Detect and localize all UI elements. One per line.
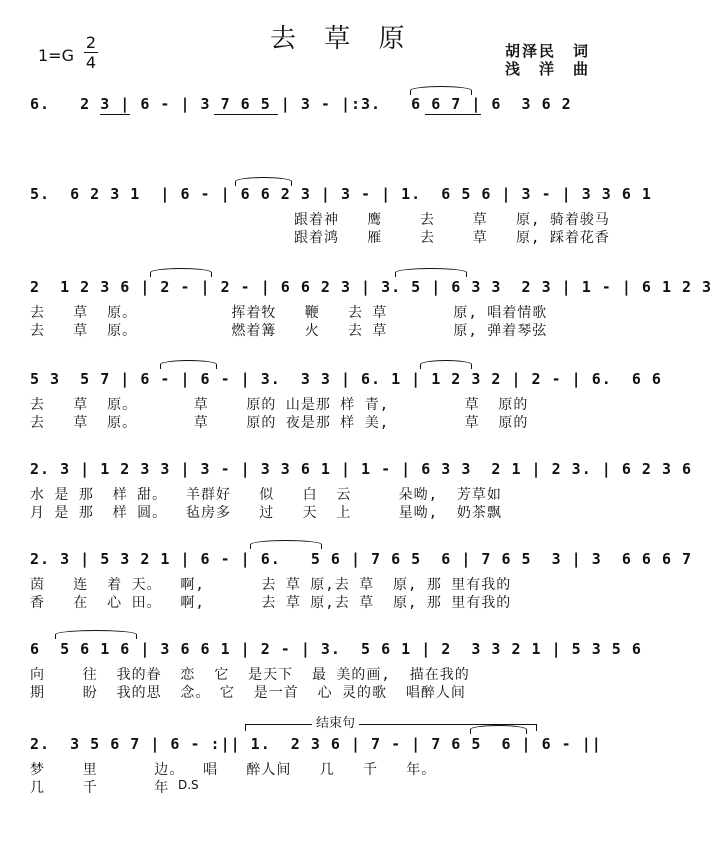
time-sig-bottom: 4 [85,53,97,72]
slur-mark [55,630,137,639]
lyric-verse-2: 去 草 原。 草 原的 夜是那 样 美, 草 原的 [30,415,529,431]
lyric-verse-1: 跟着神 鹰 去 草 原, 骑着骏马 [30,212,610,228]
lyric-verse-2: 期 盼 我的思 念。 它 是一首 心 灵的歌 唱醉人间 [30,685,466,701]
slur-mark [235,177,292,186]
notation-line: 6. 2 3 | 6 - | 3 7 6 5 | 3 - |:3. 6 6 7 | 6 3 6 2 [30,95,572,113]
beam-underline [100,114,130,115]
lyric-verse-1: 去 草 原。 挥着牧 鞭 去 草 原, 唱着情歌 [30,305,548,321]
slur-mark [470,725,527,734]
composer-credit: 浅 洋 曲 [505,60,591,78]
slur-mark [410,86,472,95]
beam-underline [425,114,481,115]
beam-underline [214,114,278,115]
notation-line: 2 1 2 3 6 | 2 - | 2 - | 6 6 2 3 | 3. 5 | 6 3 3 2 3 | 1 - | 6 1 2 3 [30,278,712,296]
notation-line: 5 3 5 7 | 6 - | 6 - | 3. 3 3 | 6. 1 | 1 2 3 2 | 2 - | 6. 6 6 [30,370,662,388]
lyricist-credit: 胡泽民 词 [505,42,591,60]
lyric-verse-1: 梦 里 边。 唱 醉人间 几 千 年。 [30,762,437,778]
slur-mark [395,268,467,277]
slur-mark [250,540,322,549]
lyric-verse-1: 去 草 原。 草 原的 山是那 样 青, 草 原的 [30,397,529,413]
lyric-verse-1: 水 是 那 样 甜。 羊群好 似 白 云 朵呦, 芳草如 [30,487,502,503]
lyric-verse-2: 香 在 心 田。 啊, 去 草 原,去 草 原, 那 里有我的 [30,595,512,611]
ending-label: 结束句 [312,712,359,731]
lyric-verse-1: 茵 连 着 天。 啊, 去 草 原,去 草 原, 那 里有我的 [30,577,512,593]
lyric-verse-2: 跟着鸿 雁 去 草 原, 踩着花香 [30,230,610,246]
notation-line: 5. 6 2 3 1 | 6 - | 6 6 2 3 | 3 - | 1. 6 5 6 | 3 - | 3 3 6 1 [30,185,652,203]
key-signature: 1=G [38,46,74,65]
lyric-verse-1: 向 往 我的眷 恋 它 是天下 最 美的画, 描在我的 [30,667,470,683]
notation-line: 2. 3 5 6 7 | 6 - :|| 1. 2 3 6 | 7 - | 7 6 5 6 | 6 - || [30,735,602,753]
ds-mark: D.S [178,778,199,792]
notation-line: 2. 3 | 1 2 3 3 | 3 - | 3 3 6 1 | 1 - | 6 3 3 2 1 | 2 3. | 6 2 3 6 [30,460,693,478]
lyric-verse-2: 月 是 那 样 圆。 毡房多 过 天 上 星呦, 奶茶飘 [30,505,502,521]
song-title: 去 草 原 [270,24,415,54]
slur-mark [150,268,212,277]
slur-mark [420,360,472,369]
time-signature [84,34,98,71]
lyric-verse-2: 几 千 年 [30,780,170,796]
notation-line: 2. 3 | 5 3 2 1 | 6 - | 6. 5 6 | 7 6 5 6 | 7 6 5 3 | 3 6 6 6 7 [30,550,693,568]
notation-line: 6 5 6 1 6 | 3 6 6 1 | 2 - | 3. 5 6 1 | 2 3 3 2 1 | 5 3 5 6 [30,640,642,658]
time-sig-top: 2 [85,33,97,52]
lyric-verse-2: 去 草 原。 燃着篝 火 去 草 原, 弹着琴弦 [30,323,548,339]
slur-mark [160,360,217,369]
